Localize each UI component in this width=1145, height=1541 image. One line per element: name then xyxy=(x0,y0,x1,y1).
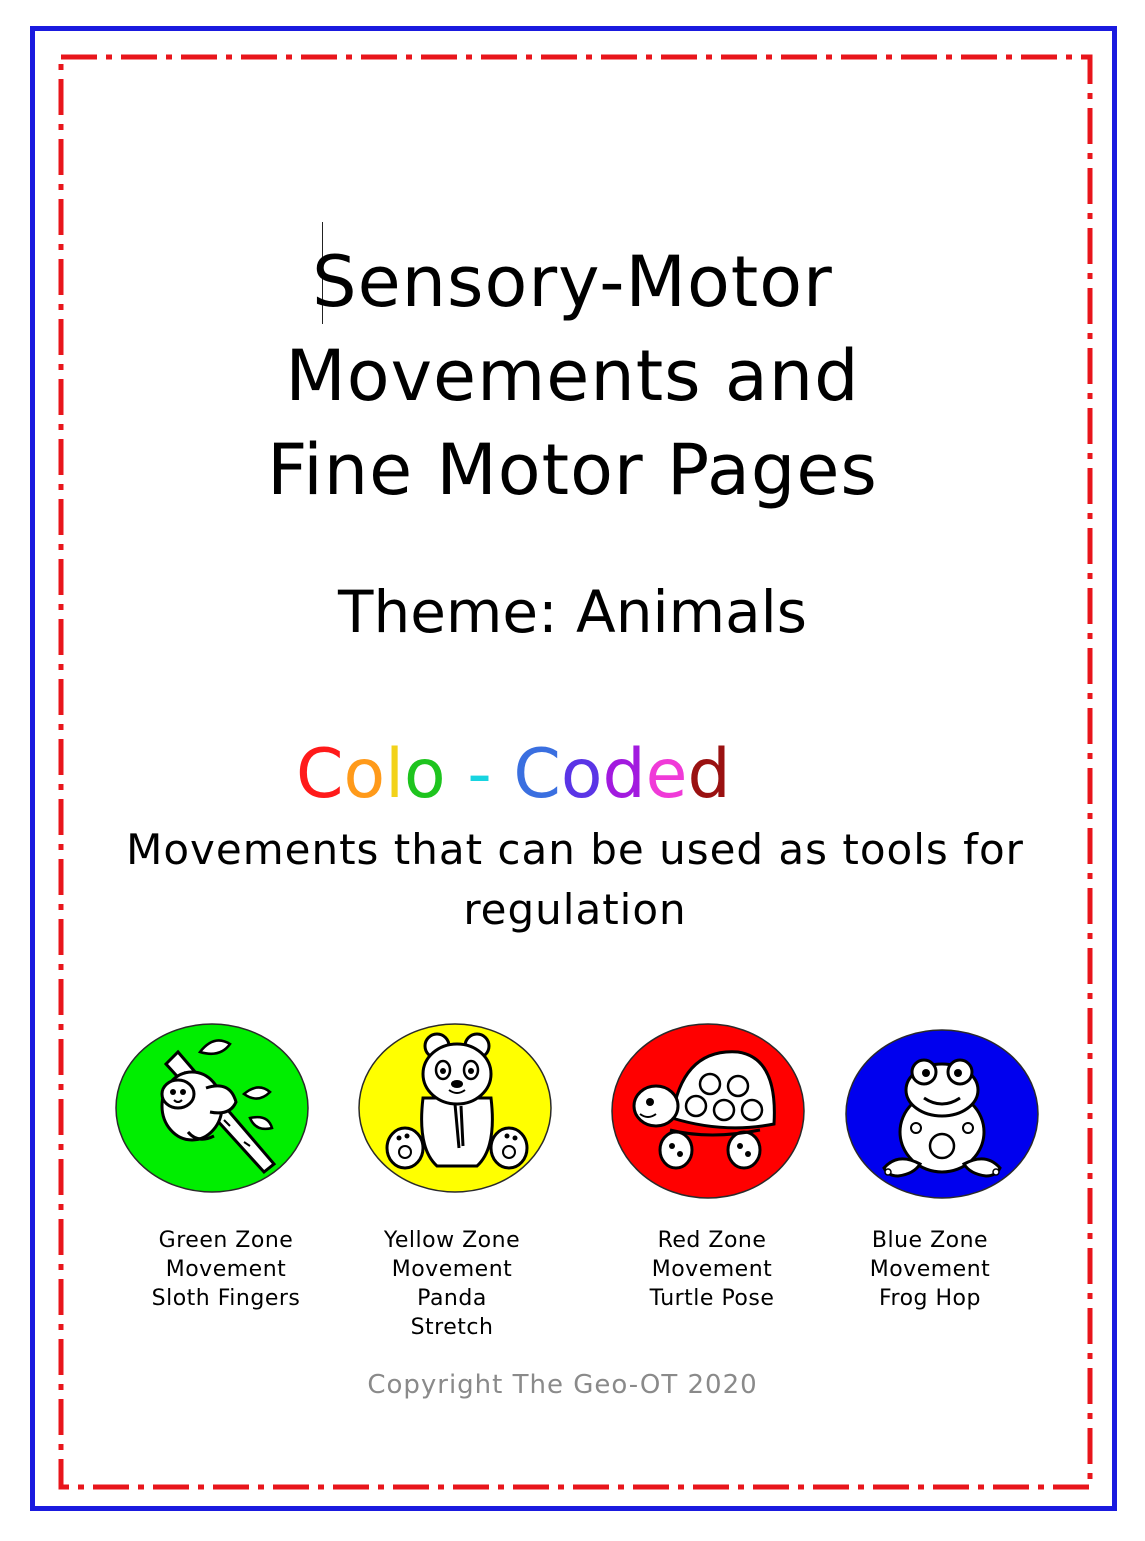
zone-name: Yellow Zone xyxy=(383,1228,521,1253)
zone-movement-name: Sloth Fingers xyxy=(151,1286,301,1311)
title-line-2: Movements and xyxy=(285,335,860,417)
zone-name: Green Zone xyxy=(158,1228,294,1253)
color-coded-letter: - xyxy=(467,735,492,814)
color-coded-heading xyxy=(296,733,731,817)
color-coded-letter: o xyxy=(343,735,386,814)
green-zone-label xyxy=(116,1226,336,1313)
color-coded-letter: d xyxy=(602,735,646,814)
subtitle: Movements that can be used as tools for regulation xyxy=(126,825,1024,934)
yellow-zone-label xyxy=(342,1226,562,1342)
title-line-3: Fine Motor Pages xyxy=(267,429,878,511)
zone-movement-word: Movement xyxy=(165,1257,287,1282)
color-coded-letter: o xyxy=(560,735,603,814)
red-zone-turtle-icon xyxy=(610,1022,806,1200)
title-line-1: Sensory-Motor xyxy=(312,241,833,323)
color-coded-letter: d xyxy=(687,735,731,814)
blue-zone-label xyxy=(820,1226,1040,1313)
theme-heading: Theme: Animals xyxy=(338,578,807,646)
zone-movement-word: Movement xyxy=(651,1257,773,1282)
blue-zone-frog-icon xyxy=(844,1028,1040,1200)
page-title xyxy=(0,235,1145,517)
red-zone-label xyxy=(602,1226,822,1313)
color-coded-letter: C xyxy=(513,735,561,814)
zone-movement-word: Movement xyxy=(391,1257,513,1282)
zone-name: Red Zone xyxy=(657,1228,767,1253)
color-coded-space xyxy=(446,735,468,814)
zone-name: Blue Zone xyxy=(871,1228,989,1253)
green-zone-sloth-icon xyxy=(114,1022,310,1194)
color-coded-letter: l xyxy=(385,735,404,814)
zone-movement-name: Turtle Pose xyxy=(649,1286,775,1311)
zone-movement-name-cont: Stretch xyxy=(410,1315,494,1340)
color-coded-letter: o xyxy=(404,735,446,814)
color-coded-letter: C xyxy=(296,735,344,814)
copyright-notice: Copyright The Geo-OT 2020 xyxy=(367,1370,758,1400)
yellow-zone-panda-icon xyxy=(357,1022,553,1194)
color-coded-letter: e xyxy=(645,735,688,814)
color-coded-space xyxy=(492,735,514,814)
zone-movement-name: Panda xyxy=(417,1286,487,1311)
zone-movement-name: Frog Hop xyxy=(878,1286,981,1311)
zone-movement-word: Movement xyxy=(869,1257,991,1282)
